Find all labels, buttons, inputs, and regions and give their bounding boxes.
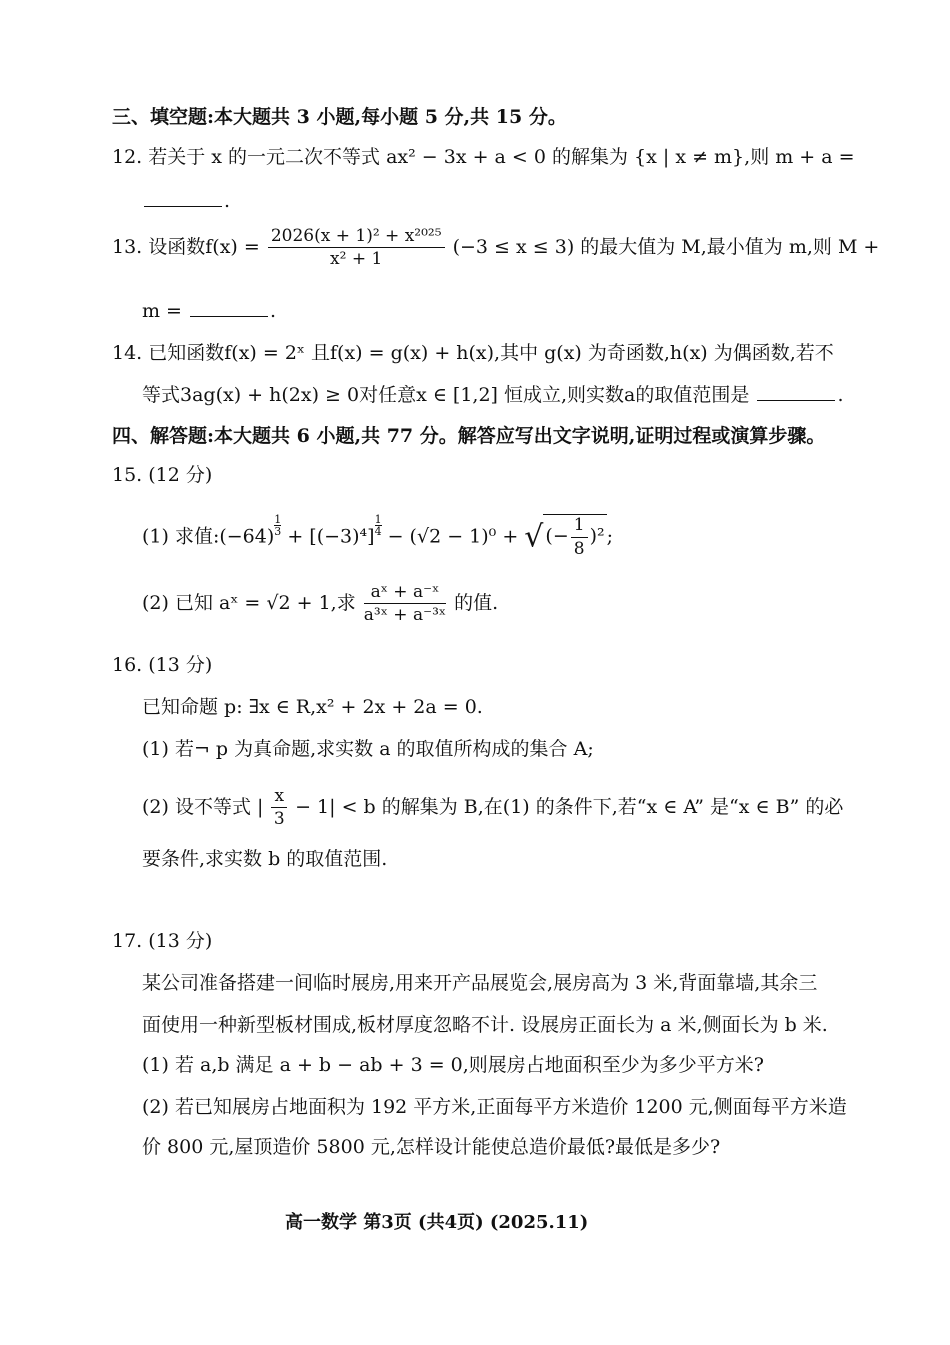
section-heading-fill-in: 三、填空题:本大题共 3 小题,每小题 5 分,共 15 分。	[112, 106, 567, 128]
fraction-denominator: a³ˣ + a⁻³ˣ	[363, 605, 447, 626]
period: .	[270, 300, 277, 322]
question-15-title: 15. (12 分)	[112, 464, 213, 486]
period: .	[224, 190, 231, 212]
question-13-m-label: m =	[142, 300, 182, 322]
question-15-part2	[142, 582, 498, 626]
question-12-line1: 12. 若关于 x 的一元二次不等式 ax² − 3x + a < 0 的解集为 {x | x ≠ m},则 m + a =	[112, 146, 855, 168]
question-17-part1: (1) 若 a,b 满足 a + b − ab + 3 = 0,则展房占地面积至少为多少平方米?	[142, 1054, 764, 1076]
exp-denominator: 3	[274, 525, 282, 538]
exp-numerator: 1	[274, 513, 282, 526]
fraction-denominator: 3	[273, 809, 285, 830]
question-16-part2	[142, 786, 843, 830]
section-heading-solutions: 四、解答题:本大题共 6 小题,共 77 分。解答应写出文字说明,证明过程或演算步骤。	[112, 425, 826, 447]
part2-suffix: − 1| < b 的解集为 B,在(1) 的条件下,若“x ∈ A” 是“x ∈ B” 的必	[295, 795, 844, 818]
exp-denominator: 4	[374, 525, 382, 538]
question-13-line2	[142, 300, 276, 323]
question-16-stem: 已知命题 p: ∃x ∈ R,x² + 2x + 2a = 0.	[142, 696, 483, 718]
answer-blank	[190, 302, 268, 317]
answer-blank	[757, 386, 835, 401]
question-14-line1: 14. 已知函数f(x) = 2ˣ 且f(x) = g(x) + h(x),其中 g(x) 为奇函数,h(x) 为偶函数,若不	[112, 342, 834, 364]
question-16-part2-line2: 要条件,求实数 b 的取值范围.	[142, 848, 388, 870]
question-17-stem-line1: 某公司准备搭建一间临时展房,用来开产品展览会,展房高为 3 米,背面靠墙,其余三	[142, 972, 818, 994]
function-label: 13. 设函数f(x) =	[112, 235, 260, 258]
one-eighth-fraction	[571, 515, 588, 559]
question-16-part1: (1) 若¬ p 为真命题,求实数 a 的取值所构成的集合 A;	[142, 738, 594, 760]
fraction-numerator: aˣ + a⁻ˣ	[364, 582, 446, 604]
part2-fraction	[364, 582, 446, 626]
question-16-title: 16. (13 分)	[112, 654, 213, 676]
question-13-line1	[112, 226, 879, 270]
sqrt-content	[543, 514, 606, 559]
sqrt-inner-right: )²	[589, 525, 605, 548]
part1-term2: + [(−3)⁴]	[281, 525, 375, 548]
page-footer: 高一数学 第3页 (共4页) (2025.11)	[285, 1212, 589, 1233]
sqrt-inner-left: (−	[545, 525, 569, 548]
frac-numerator: 1	[571, 515, 588, 537]
frac-denominator: 8	[573, 538, 585, 559]
function-fraction	[268, 226, 445, 270]
question-17-title: 17. (13 分)	[112, 930, 213, 952]
part2-suffix: 的值.	[454, 591, 499, 614]
exponent-one-fourth	[375, 514, 382, 537]
question-12-answer-line	[142, 190, 230, 213]
question-13-condition: (−3 ≤ x ≤ 3) 的最大值为 M,最小值为 m,则 M +	[452, 235, 880, 258]
period: .	[837, 384, 844, 406]
part2-prefix: (2) 设不等式 |	[142, 795, 264, 818]
question-14-text: 等式3ag(x) + h(2x) ≥ 0对任意x ∈ [1,2] 恒成立,则实数a的取值范围是	[142, 384, 750, 406]
x-over-3-fraction	[271, 786, 287, 830]
question-15-part1	[142, 514, 613, 559]
question-17-part2-line2: 价 800 元,屋顶造价 5800 元,怎样设计能使总造价最低?最低是多少?	[142, 1136, 721, 1158]
exp-numerator: 1	[374, 513, 382, 526]
answer-blank	[144, 192, 222, 207]
fraction-numerator: x	[271, 786, 287, 808]
question-14-line2	[142, 384, 843, 407]
question-17-stem-line2: 面使用一种新型板材围成,板材厚度忽略不计. 设展房正面长为 a 米,侧面长为 b 米.	[142, 1014, 828, 1036]
part2-prefix: (2) 已知 aˣ = √2 + 1,求	[142, 591, 356, 614]
fraction-denominator: x² + 1	[330, 249, 383, 270]
fraction-numerator: 2026(x + 1)² + x²⁰²⁵	[268, 226, 445, 248]
sqrt-symbol: √	[524, 519, 544, 555]
question-17-part2-line1: (2) 若已知展房占地面积为 192 平方米,正面每平方米造价 1200 元,侧面每平方米造	[142, 1096, 847, 1118]
part1-prefix: (1) 求值:(−64)	[142, 525, 275, 548]
part1-term3: − (√2 − 1)⁰ +	[381, 525, 525, 548]
semicolon: ;	[606, 525, 614, 548]
